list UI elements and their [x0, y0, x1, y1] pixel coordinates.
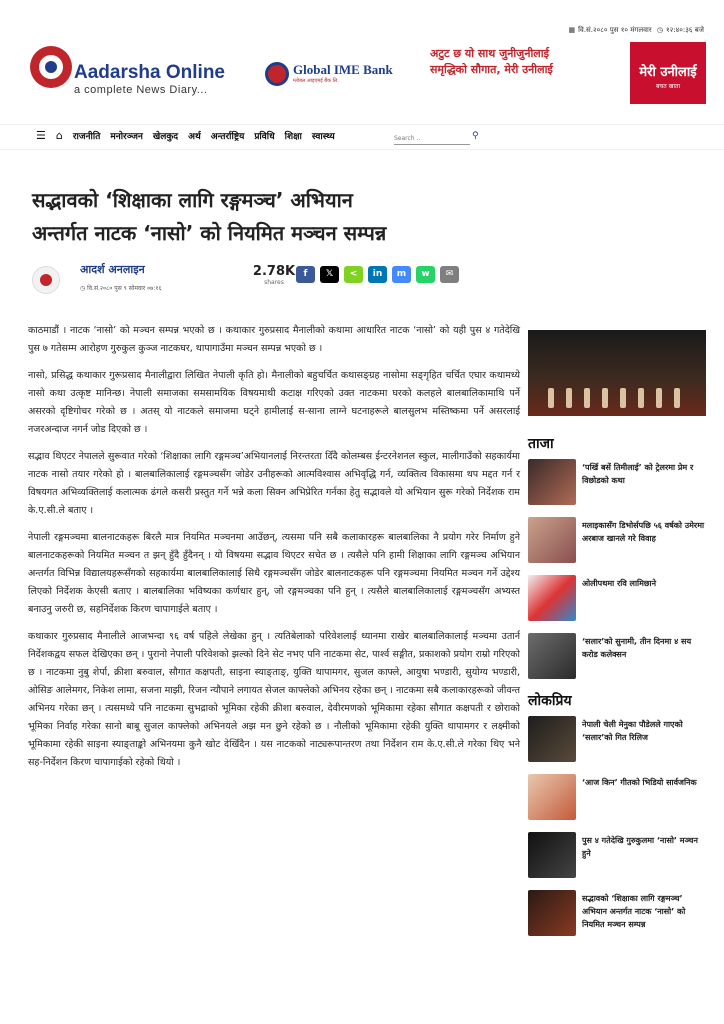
publish-date — [80, 284, 162, 292]
nav-item-health[interactable]: स्वास्थ्य — [311, 132, 335, 142]
author-name[interactable]: आदर्श अनलाइन — [80, 263, 145, 276]
share-count — [244, 264, 304, 286]
nav-item-technology[interactable]: प्रविधि — [254, 132, 275, 142]
article-title — [32, 184, 532, 250]
taja-heading: ताजा — [528, 436, 554, 452]
news-thumbnail[interactable] — [528, 774, 576, 820]
top-date-bar — [565, 26, 704, 35]
news-thumbnail[interactable] — [528, 890, 576, 936]
news-title[interactable]: पुस ४ गतेदेखि गुरुकुलमा ‘नासो’ मञ्चन हुने — [582, 836, 698, 858]
calendar-icon: ▦ — [568, 26, 576, 34]
ad-text-line1: अटुट छ यो साथ जुनीजुनीलाई — [430, 47, 550, 60]
facebook-share-button[interactable]: f — [296, 266, 315, 283]
search-icon[interactable]: ⚲ — [472, 131, 479, 141]
author-avatar[interactable] — [32, 266, 60, 294]
bank-name: Global IME Bank — [293, 62, 393, 77]
nav-item-international[interactable]: अन्तर्राष्ट्रिय — [210, 132, 245, 142]
site-logo[interactable] — [30, 44, 250, 104]
news-thumbnail[interactable] — [528, 716, 576, 762]
lokpriya-heading: लोकप्रिय — [528, 693, 572, 709]
news-thumbnail[interactable] — [528, 633, 576, 679]
news-title[interactable]: नेपाली चेली मेनुका पौडेलले गाएको ‘सलार’को गित रिलिज — [582, 720, 683, 742]
clock-icon: ◷ — [80, 285, 88, 292]
nav-item-entertainment[interactable]: मनोरञ्जन — [110, 132, 143, 142]
nav-item-education[interactable]: शिक्षा — [284, 132, 302, 142]
article-paragraph: सद्भाव थिएटर नेपालले सुरूवात गरेको ‘शिक्षाका लागि रङ्गमञ्च’अभियानलाई निरन्तरता दिँदै कोलम्बस ईन्टरनेशनल स्कुल, मालीगाउँको सहकार्यमा नाटक नासो तयार गरेको हो । बालबालिकालाई रङ्गमञ्चसँग जोडेर उनीहरूको आत्मविश्वास अभिवृद्धि गर्न, व्यक्तित्व विकासमा थप मद्दत गर्न र विषयगत अभिव्यक्तिलाई कलात्मक ढंगले कसरी प्रस्तुत गर्ने भन्ने कला सिक्न अभिप्रेरित गर्नका हेतु सद्भावले यो अभियान सुरू गरेको निर्देशक राम के.ए.सी.ले बताए । — [28, 451, 520, 516]
current-time: १२:४०:३६ बजे — [666, 26, 704, 34]
ad-banner-box[interactable] — [630, 42, 706, 104]
article-header — [24, 168, 538, 316]
article-body — [28, 322, 520, 781]
main-nav — [0, 124, 724, 150]
list-item[interactable] — [528, 575, 708, 623]
article-paragraph: काठमाडौं । नाटक ‘नासो’ को मञ्चन सम्पन्न भएको छ । कथाकार गुरुप्रसाद मैनालीको कथामा आधारित नाटक ‘नासो’ को यही पुस ४ गतेदेखि पुस ७ गतेसम्म आरोहण गुरुकुल कुञ्ज नाटकघर, थापागाउँमा मञ्चन सम्पन्न भएको छ । — [28, 325, 520, 354]
bank-ad[interactable] — [265, 60, 405, 88]
list-item[interactable] — [528, 716, 708, 764]
bank-sub: ग्लोबल आइएमई बैंक लि. — [293, 78, 339, 84]
menu-icon[interactable]: ☰ — [36, 129, 46, 142]
nav-item-economy[interactable]: अर्थ — [188, 132, 201, 142]
logo-tagline: a complete News Diary... — [74, 84, 208, 96]
clock-icon: ◷ — [656, 26, 664, 34]
publish-date-text: वि.सं.२०८० पुस ९ सोमवार ०७:१६ — [87, 285, 162, 292]
news-title[interactable]: ‘सलार’को सुनामी, तीन दिनमा ४ सय करोड कलेक्सन — [582, 637, 692, 659]
list-item[interactable] — [528, 517, 708, 565]
share-count-label: shares — [264, 279, 284, 286]
nav-item-politics[interactable]: राजनीति — [72, 132, 101, 142]
list-item[interactable] — [528, 774, 708, 822]
news-title[interactable]: ओलीपथमा रवि लामिछाने — [582, 579, 657, 588]
article-title-line2: अन्तर्गत नाटक ‘नासो’ को नियमित मञ्चन सम्पन्न — [32, 221, 387, 245]
list-item[interactable] — [528, 890, 708, 938]
search-input[interactable]: Search .. — [394, 131, 470, 145]
email-share-button[interactable]: ✉ — [440, 266, 459, 283]
x-share-button[interactable]: 𝕏 — [320, 266, 339, 283]
messenger-share-button[interactable]: m — [392, 266, 411, 283]
nav-item-sports[interactable]: खेलकुद — [152, 132, 179, 142]
sidebar — [528, 330, 708, 948]
logo-mark-icon — [30, 46, 72, 88]
news-thumbnail[interactable] — [528, 575, 576, 621]
current-date: वि.सं.२०८० पुस १० मंगलवार — [578, 26, 652, 34]
news-thumbnail[interactable] — [528, 517, 576, 563]
list-item[interactable] — [528, 832, 708, 880]
ad-banner-text[interactable] — [430, 46, 610, 78]
article-paragraph: नासो, प्रसिद्ध कथाकार गुरूप्रसाद मैनालीद्वारा लिखित नेपाली कृति हो। मैनालीको बहुचर्चित कथासङ्ग्रह नासोमा सङ्गृहित चर्चित एघार कथामध्ये नासो कथा उत्कृष्ट मानिन्छ। नेपाली समाजका समसामयिक विषयमाथी कटाक्ष गरिएको उक्त नाटकमा घरको कलहले बालबालिकामाथि पर्ने असरको दृष्टिगोचर गरेको छ । अतस् यो नाटकले समाजमा घट्ने हामीलाई स-साना लाग्ने घटनाहरूले बालसुलभ मस्तिष्कमा पर्ने असरलाई नजरअन्दाज नगर्न जोड दिएको छ । — [28, 370, 520, 435]
news-title[interactable]: ‘आज किन’ गीतको भिडियो सार्वजनिक — [582, 778, 697, 787]
share-button[interactable]: < — [344, 266, 363, 283]
site-header — [0, 40, 724, 116]
news-title[interactable]: ‘पर्खि बसें तिमीलाई’ को ट्रेलरमा प्रेम र विछोडको कथा — [582, 463, 694, 485]
linkedin-share-button[interactable]: in — [368, 266, 387, 283]
home-icon[interactable]: ⌂ — [55, 129, 63, 142]
news-title[interactable]: मलाइकासँग डिभोर्सपछि ५६ वर्षको उमेरमा अरबाज खानले गरे विवाह — [582, 521, 705, 543]
logo-brand: Aadarsha Online — [74, 62, 225, 83]
article-title-line1: सद्भावको ‘शिक्षाका लागि रङ्गमञ्च’ अभियान — [32, 188, 353, 212]
list-item[interactable] — [528, 633, 708, 681]
article-paragraph: नेपाली रङ्गमञ्चमा बालनाटकहरू बिरलै मात्र नियमित मञ्चनमा आउँछन्, त्यसमा पनि सबै कलाकारहरू बालबालिका नै प्रयोग गरेर निर्माण हुने बालनाटकहरूको नियमित मञ्चन त झन् हुँदै हुँदैनन् । यो विषयमा सद्भाव थिएटर सचेत छ । त्यसैले पनि हामी शिक्षाका लागि रङ्गमञ्च अभियान अन्तर्गत विभिन्न विद्यालयहरूसँगको सहकार्यमा बालबालिकालाई सिधै रङ्गमञ्चसँग जोडेर बालनाटकहरू पनि रङ्गमञ्चमा नियमित मञ्चन गर्ने उद्देश्य लिएको निर्देशक केएसी बताए । बालबालिका भविष्यका कर्णधार हुन्, जो रङ्गमञ्चका पनि हुन् । त्यसैले बालबालिकालाई रङ्गमञ्चसँग अभ्यस्त बनाउनु जरुरी छ, सहनिर्देशक किरण चापागाईले बताए । — [28, 532, 520, 615]
sidebar-hero-image[interactable] — [528, 330, 706, 416]
bank-globe-icon — [265, 62, 289, 86]
news-thumbnail[interactable] — [528, 459, 576, 505]
ad-text-line2: समृद्धिको सौगात, मेरी उनीलाई — [430, 63, 553, 76]
article-paragraph: कथाकार गुरुप्रसाद मैनालीले आजभन्दा ९६ वर्ष पहिले लेखेका हुन् । त्यतिबेलाको परिवेशलाई ध्यानमा राखेर बालबालिकालाई मञ्चमा उतार्न निर्देशकद्वय सफल देखिएका छन् । पुरानो नेपाली परिवेशको झल्को दिने सेट नभए पनि नाटकमा सेट, पार्श्व सङ्गीत, प्रकाशको प्रयोग राम्रो गरिएको छ । नाटकमा नुबु शेर्पा, क्रीशा बरुवाल, सौगात कक्षपती, साइना स्याङ्ताङ्, युक्ति थापामगर, सुजल काफ्ले, आयुषा भण्डारी, सुयोग्य भण्डारी, ओसिङ आलेमगर, निकेश लामा, सजना माझी, रिजन न्यौपाने लगायत सेजल काफ्लेको अभिनय रहेका छन् । नाटकमा सबै कलाकारहरूको जीवन्त अभिनय गरेका छन् । त्यसमध्ये पनि नाटकमा सुभद्राको भूमिका रहेकी क्रीशा बरुवाल, देवीरमणको भूमिकामा रहेका सौगात कक्षपती र छोराको भूमिका निर्वाह गरेका सानो बाबू सुजल काफ्लेको अभिनयले अझ मन छुने रहेको छ । नौलीको भूमिकामा रहेकी युक्ति थापामगर र लक्ष्मीको भूमिकामा रहेकी साइना स्याङ्ताङ्को अभिनयमा कुनै खोट देखिँदैन । यस नाटकको नाट्यरूपान्तरण तथा निर्देशन राम के.ए.सी.ले गरेका थिए भने सह-निर्देशन किरण चापागाईको रहेको थियो । — [28, 631, 520, 768]
share-buttons — [296, 266, 459, 283]
ad-box-sub: बचत खाता — [656, 83, 680, 90]
news-thumbnail[interactable] — [528, 832, 576, 878]
ad-box-title: मेरी उनीलाई — [639, 65, 697, 80]
share-count-value: 2.78K — [252, 264, 296, 279]
news-title[interactable]: सद्भावको ‘शिक्षाका लागि रङ्गमञ्च’ अभियान अन्तर्गत नाटक ‘नासो’ को नियमित मञ्चन सम्पन्न — [582, 894, 686, 929]
list-item[interactable] — [528, 459, 708, 507]
whatsapp-share-button[interactable]: w — [416, 266, 435, 283]
